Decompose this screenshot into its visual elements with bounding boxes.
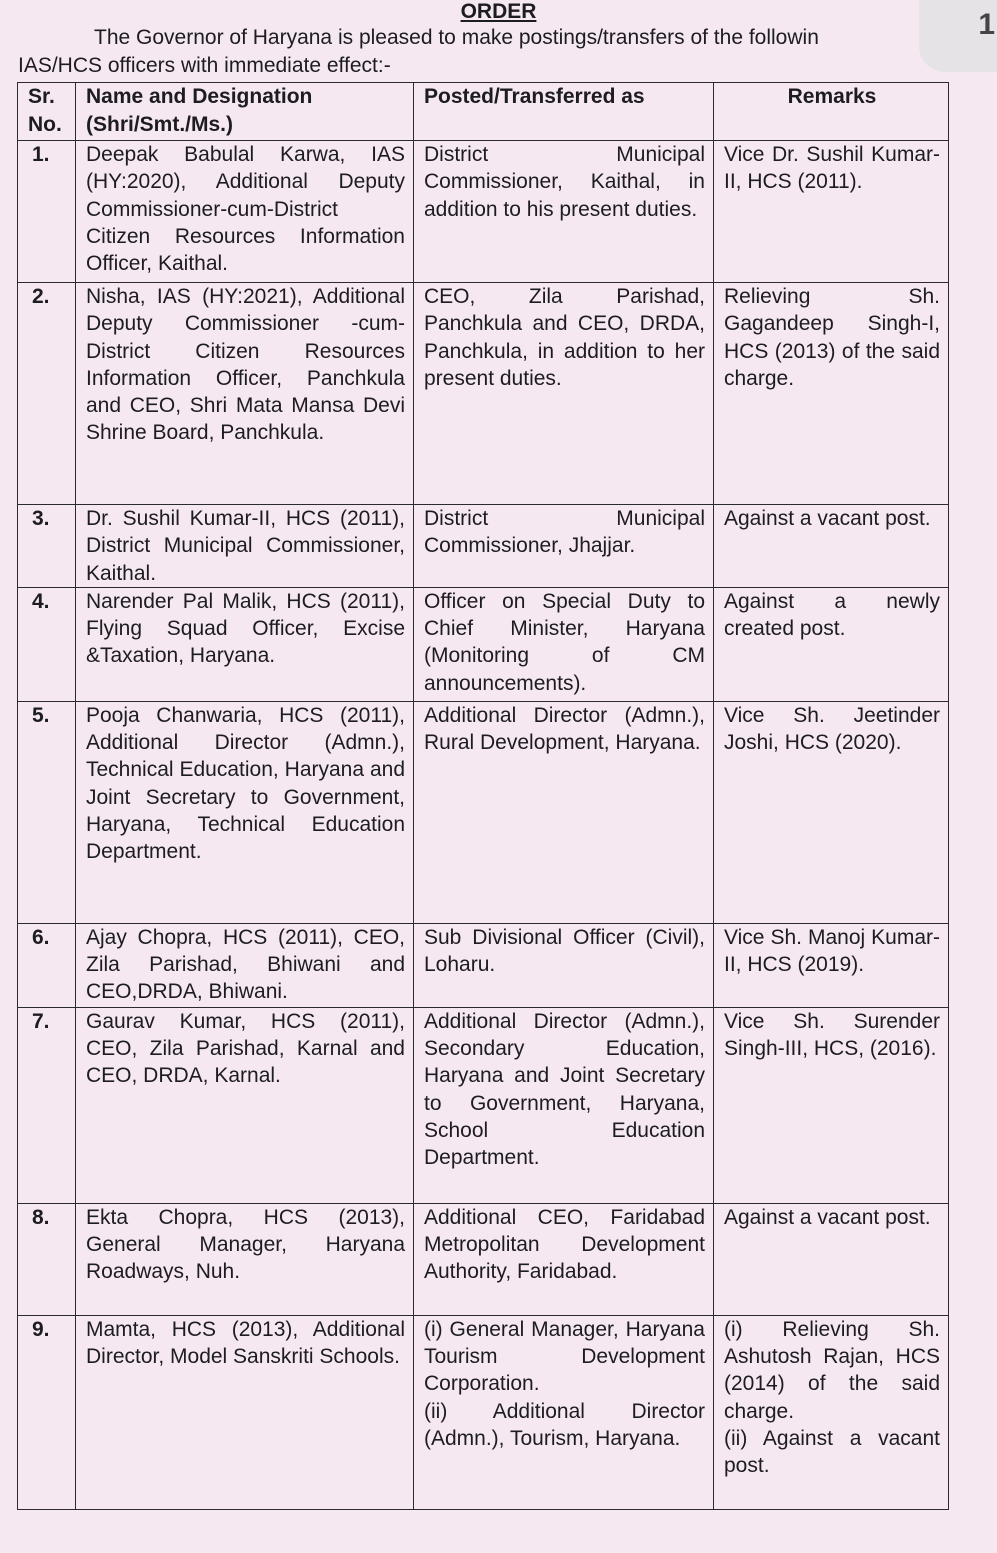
row-name-designation: Pooja Chanwaria, HCS (2011), Additional Director (Admn.), Technical Education, Haryana and Joint Secretary to Government, Haryana, Technical Education Department. (76, 701, 414, 923)
row-sr-no: 6. (18, 923, 76, 1007)
header-name-line1: Name and Designation (86, 85, 313, 108)
header-name-line2: (Shri/Smt./Ms.) (86, 113, 234, 136)
posted-part-1: (i) General Manager, Haryana Tourism Development Corporation. (424, 1317, 705, 1396)
page-number: 1 (978, 8, 995, 41)
row-remarks: Vice Sh. Jeetinder Joshi, HCS (2020). (714, 701, 949, 923)
table-header-row (18, 83, 949, 141)
row-sr-no: 9. (18, 1315, 76, 1509)
table-row (18, 1315, 949, 1509)
remarks-part-1: (i) Relieving Sh. Ashutosh Rajan, HCS (2014) of the said charge. (724, 1317, 940, 1423)
row-name-designation: Mamta, HCS (2013), Additional Director, Model Sanskriti Schools. (76, 1315, 414, 1509)
row-remarks: Against a vacant post. (714, 1203, 949, 1315)
row-sr-no: 3. (18, 505, 76, 588)
row-posted-as: CEO, Zila Parishad, Panchkula and CEO, DRDA, Panchkula, in addition to her present duties. (414, 283, 714, 505)
row-sr-no: 4. (18, 587, 76, 701)
row-posted-as: Additional Director (Admn.), Rural Development, Haryana. (414, 701, 714, 923)
table-row (18, 283, 949, 505)
row-posted-as: District Municipal Commissioner, Jhajjar. (414, 505, 714, 588)
row-remarks: Vice Dr. Sushil Kumar-II, HCS (2011). (714, 141, 949, 283)
row-name-designation: Ekta Chopra, HCS (2013), General Manager, Haryana Roadways, Nuh. (76, 1203, 414, 1315)
row-sr-no: 7. (18, 1007, 76, 1203)
posted-part-2: (ii) Additional Director (Admn.), Tourism, Haryana. (424, 1399, 705, 1451)
row-remarks: Vice Sh. Manoj Kumar-II, HCS (2019). (714, 923, 949, 1007)
row-remarks: Against a vacant post. (714, 505, 949, 588)
table-row (18, 141, 949, 283)
header-sr-line2: No. (28, 113, 62, 136)
intro-line-2: IAS/HCS officers with immediate effect:- (18, 54, 391, 77)
header-posted-as: Posted/Transferred as (414, 83, 714, 141)
row-posted-as: Additional CEO, Faridabad Metropolitan Development Authority, Faridabad. (414, 1203, 714, 1315)
row-sr-no: 2. (18, 283, 76, 505)
row-remarks (714, 1315, 949, 1509)
row-posted-as: Additional Director (Admn.), Secondary Education, Haryana and Joint Secretary to Government, Haryana, School Education Department. (414, 1007, 714, 1203)
row-name-designation: Narender Pal Malik, HCS (2011), Flying Squad Officer, Excise &Taxation, Haryana. (76, 587, 414, 701)
row-posted-as: Officer on Special Duty to Chief Minister, Haryana (Monitoring of CM announcements). (414, 587, 714, 701)
table-row (18, 1007, 949, 1203)
row-name-designation: Gaurav Kumar, HCS (2011), CEO, Zila Parishad, Karnal and CEO, DRDA, Karnal. (76, 1007, 414, 1203)
row-remarks: Against a newly created post. (714, 587, 949, 701)
intro-paragraph (18, 24, 948, 80)
row-name-designation: Ajay Chopra, HCS (2011), CEO, Zila Parishad, Bhiwani and CEO,DRDA, Bhiwani. (76, 923, 414, 1007)
row-sr-no: 1. (18, 141, 76, 283)
row-sr-no: 5. (18, 701, 76, 923)
row-remarks: Relieving Sh. Gagandeep Singh-I, HCS (2013) of the said charge. (714, 283, 949, 505)
order-title: ORDER (460, 0, 537, 23)
table-row (18, 587, 949, 701)
header-name-designation (76, 83, 414, 141)
row-posted-as (414, 1315, 714, 1509)
remarks-part-2: (ii) Against a vacant post. (724, 1427, 940, 1478)
row-name-designation: Nisha, IAS (HY:2021), Additional Deputy Commissioner -cum- District Citizen Resources Information Officer, Panchkula and CEO, Shri Mata Mansa Devi Shrine Board, Panchkula. (76, 283, 414, 505)
header-sr-line1: Sr. (28, 85, 55, 108)
row-name-designation: Deepak Babulal Karwa, IAS (HY:2020), Additional Deputy Commissioner-cum-District Citizen Resources Information Officer, Kaithal. (76, 141, 414, 283)
table-row (18, 1203, 949, 1315)
row-remarks: Vice Sh. Surender Singh-III, HCS, (2016). (714, 1007, 949, 1203)
header-sr-no (18, 83, 76, 141)
table-row (18, 923, 949, 1007)
intro-line-1: The Governor of Haryana is pleased to make postings/transfers of the followin (94, 26, 819, 49)
row-posted-as: Sub Divisional Officer (Civil), Loharu. (414, 923, 714, 1007)
table-row (18, 505, 949, 588)
row-sr-no: 8. (18, 1203, 76, 1315)
row-posted-as: District Municipal Commissioner, Kaithal, in addition to his present duties. (414, 141, 714, 283)
table-row (18, 701, 949, 923)
postings-table (17, 82, 949, 1510)
header-remarks: Remarks (714, 83, 949, 141)
row-name-designation: Dr. Sushil Kumar-II, HCS (2011), District Municipal Commissioner, Kaithal. (76, 505, 414, 588)
